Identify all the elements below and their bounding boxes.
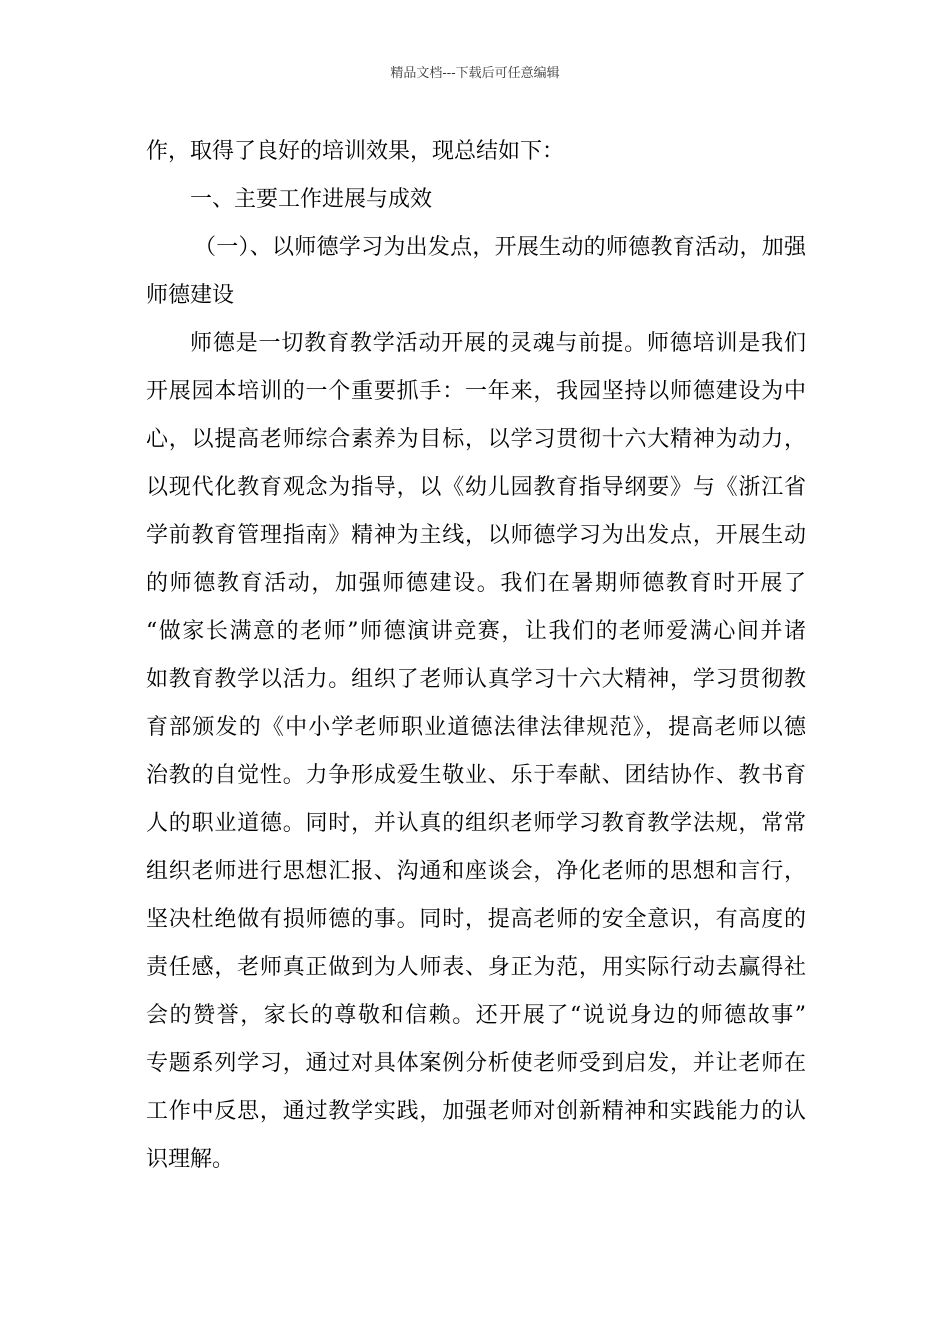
paragraph-line: 人的职业道德。同时，并认真的组织老师学习教育教学法规，常常 xyxy=(146,811,806,836)
paragraph-line: 学前教育管理指南》精神为主线，以师德学习为出发点，开展生动 xyxy=(146,523,806,548)
paragraph-line: 作，取得了良好的培训效果，现总结如下： xyxy=(146,139,565,164)
page-header: 精品文档---下载后可任意编辑 xyxy=(390,66,560,81)
paragraph-line: 组织老师进行思想汇报、沟通和座谈会，净化老师的思想和言行， xyxy=(146,859,806,884)
document-body xyxy=(146,128,806,1184)
paragraph-line: 专题系列学习，通过对具体案例分析使老师受到启发，并让老师在 xyxy=(146,1051,806,1076)
paragraph-line: 开展园本培训的一个重要抓手：一年来，我园坚持以师德建设为中 xyxy=(146,379,806,404)
paragraph-line: 会的赞誉，家长的尊敬和信赖。还开展了“说说身边的师德故事” xyxy=(146,1003,806,1028)
paragraph-line: 责任感，老师真正做到为人师表、身正为范，用实际行动去赢得社 xyxy=(146,955,806,980)
paragraph-line: 治教的自觉性。力争形成爱生敬业、乐于奉献、团结协作、教书育 xyxy=(146,763,806,788)
paragraph-line: 工作中反思，通过教学实践，加强老师对创新精神和实践能力的认 xyxy=(146,1099,806,1124)
paragraph-line: “做家长满意的老师”师德演讲竞赛，让我们的老师爱满心间并诸 xyxy=(146,619,806,644)
section-heading: 一、主要工作进展与成效 xyxy=(190,187,433,212)
paragraph-line: 坚决杜绝做有损师德的事。同时，提高老师的安全意识，有高度的 xyxy=(146,907,806,932)
subsection-heading: （一）、以师德学习为出发点，开展生动的师德教育活动，加强 xyxy=(194,235,806,260)
paragraph-line: 师德是一切教育教学活动开展的灵魂与前提。师德培训是我们 xyxy=(190,331,806,356)
paragraph-line: 的师德教育活动，加强师德建设。我们在暑期师德教育时开展了 xyxy=(146,571,806,596)
paragraph-line: 如教育教学以活力。组织了老师认真学习十六大精神，学习贯彻教 xyxy=(146,667,806,692)
paragraph-line: 心，以提高老师综合素养为目标，以学习贯彻十六大精神为动力， xyxy=(146,427,806,452)
paragraph-line: 以现代化教育观念为指导，以《幼儿园教育指导纲要》与《浙江省 xyxy=(146,475,806,500)
subsection-heading-continued: 师德建设 xyxy=(146,283,235,308)
paragraph-line-last: 识理解。 xyxy=(146,1147,235,1172)
paragraph-line: 育部颁发的《中小学老师职业道德法律法律规范》，提高老师以德 xyxy=(146,715,806,740)
